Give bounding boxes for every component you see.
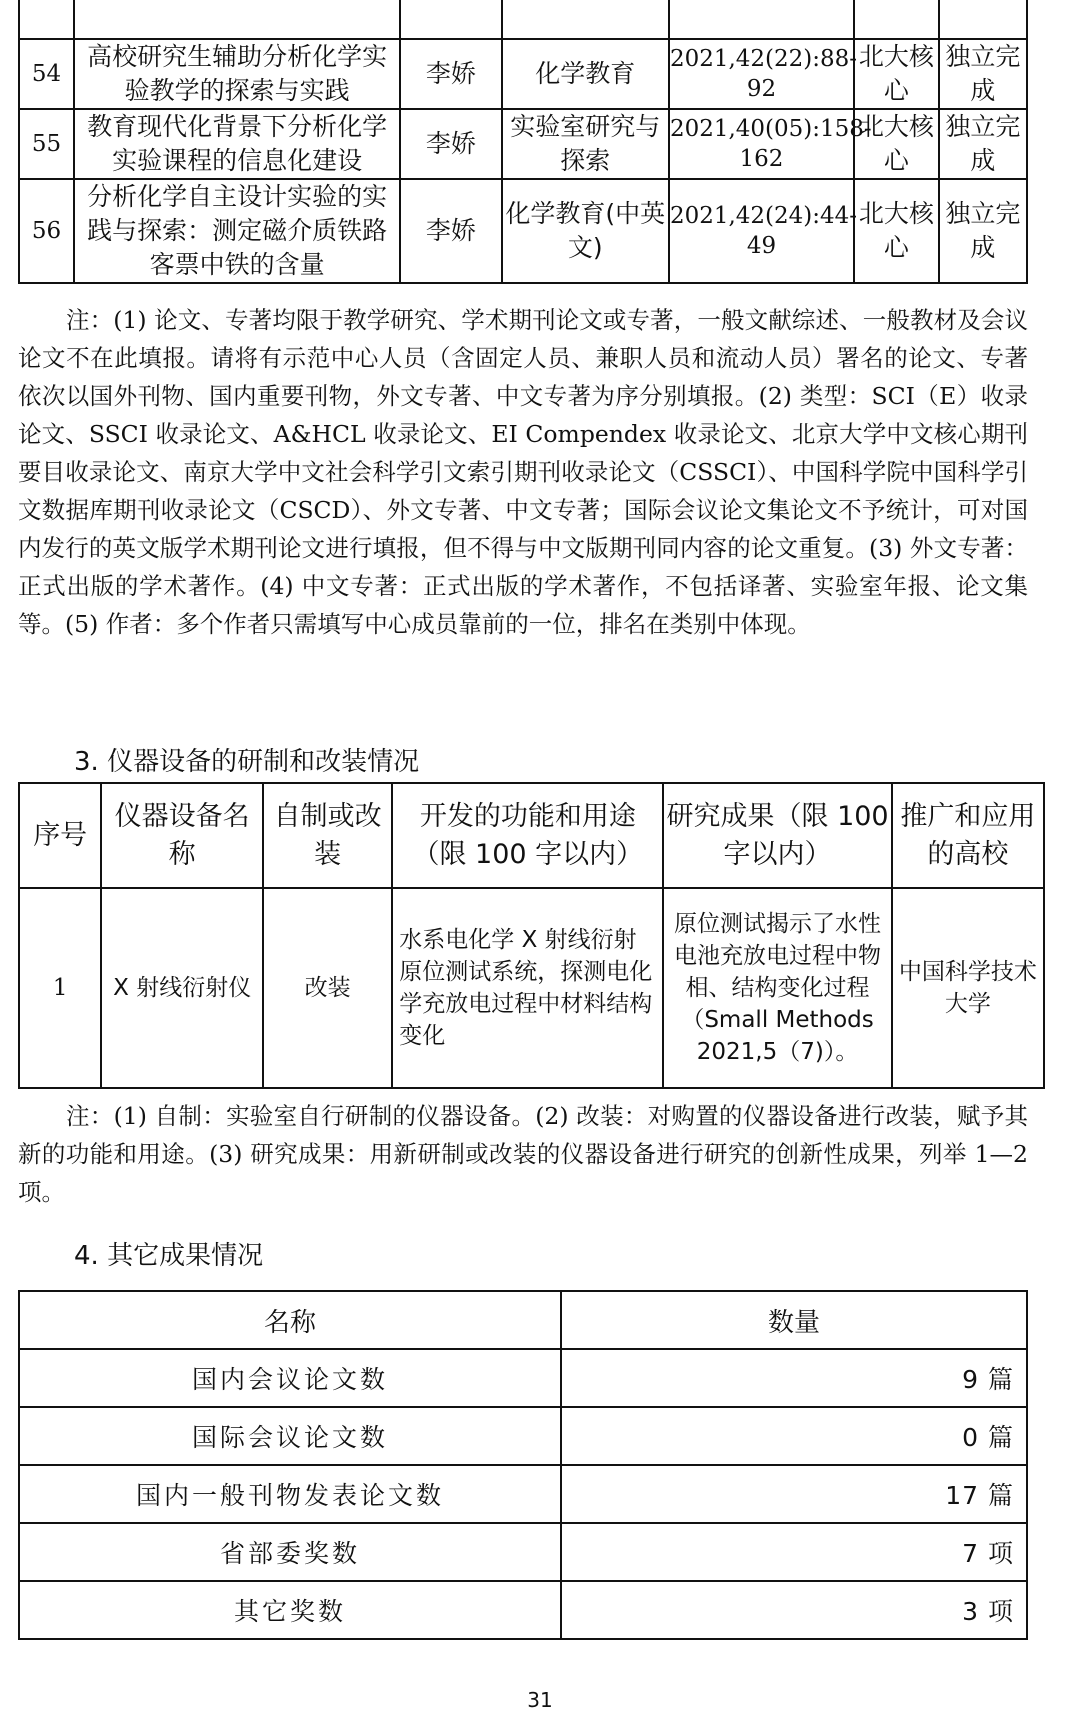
table-row xyxy=(19,1523,1027,1581)
col-header-count: 数量 xyxy=(561,1291,1027,1349)
row-number: 56 xyxy=(19,179,74,283)
result-name: 省部委奖数 xyxy=(19,1523,561,1581)
col-header-name: 仪器设备名称 xyxy=(101,783,263,888)
col-header-function: 开发的功能和用途（限 100 字以内） xyxy=(392,783,663,888)
paper-category: 北大核心 xyxy=(854,39,939,109)
paper-journal: 化学教育 xyxy=(502,39,669,109)
result-name: 国内会议论文数 xyxy=(19,1349,561,1407)
paper-title: 高校研究生辅助分析化学实验教学的探索与实践 xyxy=(74,39,400,109)
result-name: 国内一般刊物发表论文数 xyxy=(19,1465,561,1523)
instrument-name: X 射线衍射仪 xyxy=(101,888,263,1088)
paper-role: 独立完成 xyxy=(939,179,1027,283)
instrument-type: 改装 xyxy=(263,888,392,1088)
paper-journal: 化学教育(中英文) xyxy=(502,179,669,283)
table-row xyxy=(19,1407,1027,1465)
result-name: 其它奖数 xyxy=(19,1581,561,1639)
col-header-no: 序号 xyxy=(19,783,101,888)
result-name: 国际会议论文数 xyxy=(19,1407,561,1465)
col-header-type: 自制或改装 xyxy=(263,783,392,888)
table-row xyxy=(19,0,1027,39)
paper-category: 北大核心 xyxy=(854,179,939,283)
instruments-note: 注：(1) 自制：实验室自行研制的仪器设备。(2) 改装：对购置的仪器设备进行改装，赋予其新的功能和用途。(3) 研究成果：用新研制或改装的仪器设备进行研究的创新性成果，列举 1—2 项。 xyxy=(18,1102,1028,1206)
table-row xyxy=(19,179,1027,283)
table-row xyxy=(19,1465,1027,1523)
instrument-function: 水系电化学 X 射线衍射原位测试系统，探测电化学充放电过程中材料结构变化 xyxy=(392,888,663,1088)
paper-role: 独立完成 xyxy=(939,39,1027,109)
row-number: 55 xyxy=(19,109,74,179)
result-count: 17 篇 xyxy=(561,1465,1027,1523)
paper-author: 李娇 xyxy=(400,179,501,283)
paper-pub: 2021,42(24):44-49 xyxy=(669,179,854,283)
table-row xyxy=(19,109,1027,179)
table-row xyxy=(19,39,1027,109)
paper-pub: 2021,40(05):158-162 xyxy=(669,109,854,179)
section-title-other-results: 4. 其它成果情况 xyxy=(74,1241,264,1271)
table-row xyxy=(19,1349,1027,1407)
col-header-result: 研究成果（限 100 字以内） xyxy=(663,783,891,888)
other-results-table xyxy=(18,1290,1028,1640)
table-row xyxy=(19,888,1044,1088)
paper-author: 李娇 xyxy=(400,39,501,109)
page-number: 31 xyxy=(527,1688,553,1712)
paper-pub: 2021,42(22):88-92 xyxy=(669,39,854,109)
result-count: 3 项 xyxy=(561,1581,1027,1639)
papers-table xyxy=(18,0,1028,284)
paper-author: 李娇 xyxy=(400,109,501,179)
paper-title: 教育现代化背景下分析化学实验课程的信息化建设 xyxy=(74,109,400,179)
papers-note: 注：(1) 论文、专著均限于教学研究、学术期刊论文或专著，一般文献综述、一般教材及会议论文不在此填报。请将有示范中心人员（含固定人员、兼职人员和流动人员）署名的论文、专著依次以国外刊物、国内重要刊物，外文专著、中文专著为序分别填报。(2) 类型：SCI（E）收录论文、SSCI 收录论文、A&HCL 收录论文、EI Compendex 收录论文、北京大学中文核心期刊要目收录论文、南京大学中文社会科学引文索引期刊收录论文（CSSCI）、中国科学院中国科学引文数据库期刊收录论文（CSCD）、外文专著、中文专著；国际会议论文集论文不予统计，可对国内发行的英文版学术期刊论文进行填报，但不得与中文版期刊同内容的论文重复。(3) 外文专著：正式出版的学术著作。(4) 中文专著：正式出版的学术著作，不包括译著、实验室年报、论文集等。(5) 作者：多个作者只需填写中心成员靠前的一位，排名在类别中体现。 xyxy=(18,306,1028,638)
col-header-school: 推广和应用的高校 xyxy=(892,783,1044,888)
paper-category: 北大核心 xyxy=(854,109,939,179)
table-header-row xyxy=(19,783,1044,888)
instrument-result: 原位测试揭示了水性电池充放电过程中物相、结构变化过程（Small Methods 2021,5（7)）。 xyxy=(663,888,891,1088)
section-title-instruments: 3. 仪器设备的研制和改装情况 xyxy=(74,747,420,777)
paper-role: 独立完成 xyxy=(939,109,1027,179)
col-header-name: 名称 xyxy=(19,1291,561,1349)
table-row xyxy=(19,1581,1027,1639)
row-number: 54 xyxy=(19,39,74,109)
result-count: 0 篇 xyxy=(561,1407,1027,1465)
instruments-table xyxy=(18,782,1045,1089)
result-count: 7 项 xyxy=(561,1523,1027,1581)
instrument-no: 1 xyxy=(19,888,101,1088)
paper-journal: 实验室研究与探索 xyxy=(502,109,669,179)
result-count: 9 篇 xyxy=(561,1349,1027,1407)
instrument-school: 中国科学技术大学 xyxy=(892,888,1044,1088)
paper-title: 分析化学自主设计实验的实践与探索：测定磁介质铁路客票中铁的含量 xyxy=(74,179,400,283)
table-header-row xyxy=(19,1291,1027,1349)
